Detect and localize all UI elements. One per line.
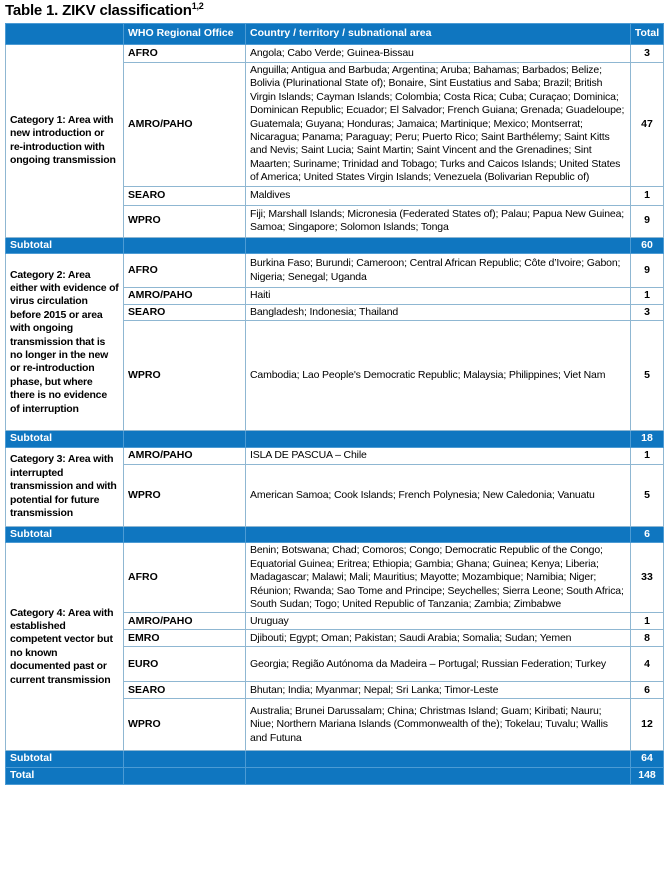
total-count-cell: 1 [631, 288, 664, 305]
countries-cell: American Samoa; Cook Islands; French Polynesia; New Caledonia; Vanuatu [246, 464, 631, 526]
header-category-cell [6, 24, 124, 45]
subtotal-office-spacer [124, 526, 246, 542]
regional-office-cell: EURO [124, 647, 246, 682]
subtotal-row [6, 431, 664, 447]
countries-cell: ISLA DE PASCUA – Chile [246, 447, 631, 464]
total-count-cell: 9 [631, 254, 664, 288]
table-title-text: Table 1. ZIKV classification [5, 2, 192, 19]
subtotal-countries-spacer [246, 431, 631, 447]
total-count-cell: 47 [631, 63, 664, 187]
subtotal-label: Subtotal [6, 237, 124, 253]
total-count-cell: 8 [631, 630, 664, 647]
countries-cell: Bhutan; India; Myanmar; Nepal; Sri Lanka; Timor-Leste [246, 682, 631, 699]
category-label-cell: Category 4: Area with established competent vector but no known documented past or current transmission [6, 543, 124, 751]
regional-office-cell: SEARO [124, 186, 246, 205]
subtotal-row [6, 237, 664, 253]
total-count-cell: 6 [631, 682, 664, 699]
category-label-cell: Category 3: Area with interrupted transmission and with potential for future transmission [6, 447, 124, 526]
total-count-cell: 1 [631, 613, 664, 630]
countries-cell: Anguilla; Antigua and Barbuda; Argentina; Aruba; Bahamas; Barbados; Belize; Bolivia (Plurinational State of); Bonaire, Sint Eustatius and Saba; Brazil; British Virgin Islands; Cayman Islands; Colombia; Costa Rica; Cuba; Curaçao; Dominica; Dominican Republic; Ecuador; El Salvador; French Guiana; Grenada; Guadeloupe; Guatemala; Guyana; Honduras; Jamaica; Martinique; Mexico; Montserrat; Nicaragua; Panama; Paraguay; Peru; Puerto Rico; Saint Barthélemy; Saint Kitts and Nevis; Saint Lucia; Saint Martin; Saint Vincent and the Grenadines; Sint Maarten; Suriname; Trinidad and Tobago; Turks and Caicos Islands; United States of America; United States Virgin Islands; Venezuela (Bolivarian Republic of) [246, 63, 631, 187]
regional-office-cell: SEARO [124, 682, 246, 699]
subtotal-countries-spacer [246, 237, 631, 253]
subtotal-countries-spacer [246, 526, 631, 542]
data-row [6, 543, 664, 613]
regional-office-cell: SEARO [124, 305, 246, 321]
countries-cell: Cambodia; Lao People's Democratic Republic; Malaysia; Philippines; Viet Nam [246, 321, 631, 431]
table-title [5, 1, 663, 19]
subtotal-countries-spacer [246, 751, 631, 767]
total-count-cell: 1 [631, 186, 664, 205]
total-count-cell: 3 [631, 45, 664, 63]
countries-cell: Haiti [246, 288, 631, 305]
subtotal-label: Subtotal [6, 751, 124, 767]
total-count-cell: 3 [631, 305, 664, 321]
subtotal-office-spacer [124, 431, 246, 447]
subtotal-row [6, 526, 664, 542]
subtotal-value: 6 [631, 526, 664, 542]
regional-office-cell: AFRO [124, 45, 246, 63]
regional-office-cell: AMRO/PAHO [124, 63, 246, 187]
regional-office-cell: AMRO/PAHO [124, 613, 246, 630]
grand-total-label: Total [6, 767, 124, 784]
total-count-cell: 9 [631, 205, 664, 237]
header-country-territory: Country / territory / subnational area [246, 24, 631, 45]
regional-office-cell: WPRO [124, 464, 246, 526]
header-row [6, 24, 664, 45]
regional-office-cell: AMRO/PAHO [124, 288, 246, 305]
subtotal-office-spacer [124, 751, 246, 767]
category-label-cell: Category 2: Area either with evidence of virus circulation before 2015 or area with ongoing transmission that is no longer in the new or re-introduction phase, but where there is no evidence of interruption [6, 254, 124, 431]
total-count-cell: 12 [631, 699, 664, 751]
regional-office-cell: WPRO [124, 205, 246, 237]
total-count-cell: 4 [631, 647, 664, 682]
total-count-cell: 5 [631, 321, 664, 431]
countries-cell: Georgia; Região Autónoma da Madeira – Portugal; Russian Federation; Turkey [246, 647, 631, 682]
grand-total-countries-spacer [246, 767, 631, 784]
total-count-cell: 1 [631, 447, 664, 464]
data-row [6, 254, 664, 288]
subtotal-label: Subtotal [6, 431, 124, 447]
countries-cell: Maldives [246, 186, 631, 205]
countries-cell: Uruguay [246, 613, 631, 630]
subtotal-row [6, 751, 664, 767]
countries-cell: Australia; Brunei Darussalam; China; Christmas Island; Guam; Kiribati; Nauru; Niue; Northern Mariana Islands (Commonwealth of the); Tokelau; Tuvalu; Wallis and Futuna [246, 699, 631, 751]
data-row [6, 45, 664, 63]
data-row [6, 447, 664, 464]
countries-cell: Angola; Cabo Verde; Guinea-Bissau [246, 45, 631, 63]
regional-office-cell: AFRO [124, 254, 246, 288]
grand-total-office-spacer [124, 767, 246, 784]
subtotal-office-spacer [124, 237, 246, 253]
header-who-regional-office: WHO Regional Office [124, 24, 246, 45]
countries-cell: Djibouti; Egypt; Oman; Pakistan; Saudi Arabia; Somalia; Sudan; Yemen [246, 630, 631, 647]
regional-office-cell: EMRO [124, 630, 246, 647]
countries-cell: Burkina Faso; Burundi; Cameroon; Central African Republic; Côte d’Ivoire; Gabon; Nigeria; Senegal; Uganda [246, 254, 631, 288]
regional-office-cell: AMRO/PAHO [124, 447, 246, 464]
subtotal-value: 60 [631, 237, 664, 253]
header-total: Total [631, 24, 664, 45]
category-label-cell: Category 1: Area with new introduction or re-introduction with ongoing transmission [6, 45, 124, 238]
grand-total-row [6, 767, 664, 784]
total-count-cell: 5 [631, 464, 664, 526]
subtotal-label: Subtotal [6, 526, 124, 542]
zikv-classification-table [5, 23, 664, 785]
countries-cell: Bangladesh; Indonesia; Thailand [246, 305, 631, 321]
table-body [6, 45, 664, 785]
total-count-cell: 33 [631, 543, 664, 613]
countries-cell: Fiji; Marshall Islands; Micronesia (Federated States of); Palau; Papua New Guinea; Samoa; Singapore; Solomon Islands; Tonga [246, 205, 631, 237]
regional-office-cell: WPRO [124, 321, 246, 431]
subtotal-value: 18 [631, 431, 664, 447]
regional-office-cell: AFRO [124, 543, 246, 613]
table-title-superscript: 1,2 [191, 1, 204, 11]
grand-total-value: 148 [631, 767, 664, 784]
countries-cell: Benin; Botswana; Chad; Comoros; Congo; Democratic Republic of the Congo; Equatorial Guinea; Eritrea; Ethiopia; Gambia; Ghana; Guinea; Kenya; Liberia; Madagascar; Malawi; Mali; Mauritius; Mayotte; Mozambique; Namibia; Niger; Réunion; Rwanda; Sao Tome and Principe; Seychelles; Sierra Leone; South Africa; South Sudan; Togo; United Republic of Tanzania; Zambia; Zimbabwe [246, 543, 631, 613]
regional-office-cell: WPRO [124, 699, 246, 751]
subtotal-value: 64 [631, 751, 664, 767]
